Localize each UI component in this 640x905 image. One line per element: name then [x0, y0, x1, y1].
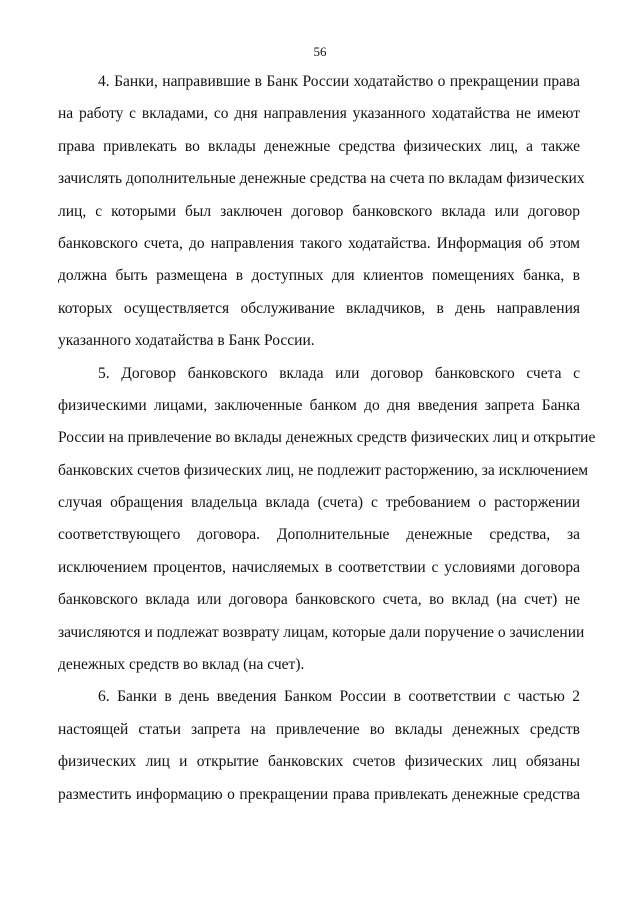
- text-line: разместить информацию о прекращении права привлекать денежные средства: [58, 785, 580, 803]
- text-line: должна быть размещена в доступных для клиентов помещениях банка, в: [58, 267, 580, 285]
- text-line: лиц, с которыми был заключен договор банковского вклада или договор: [58, 202, 580, 220]
- text-line: указанного ходатайства в Банк России.: [58, 332, 315, 350]
- document-body: [58, 66, 596, 811]
- text-line: банковского счета, до направления такого ходатайства. Информация об этом: [58, 234, 580, 252]
- text-line: банковского вклада или договора банковского счета, во вклад (на счет) не: [58, 591, 580, 609]
- text-line: России на привлечение во вклады денежных средств физических лиц и открытие: [58, 429, 596, 447]
- text-line: права привлекать во вклады денежные средства физических лиц, а также: [58, 137, 580, 155]
- text-line: которых осуществляется обслуживание вкладчиков, в день направления: [58, 299, 580, 317]
- text-line: соответствующего договора. Дополнительные денежные средства, за: [58, 526, 580, 544]
- text-line: денежных средств во вклад (на счет).: [58, 656, 305, 674]
- text-line: банковских счетов физических лиц, не подлежит расторжению, за исключением: [58, 461, 589, 479]
- page-number: 56: [313, 44, 327, 59]
- text-line: на работу с вкладами, со дня направления указанного ходатайства не имеют: [58, 105, 580, 123]
- paragraph-5: [58, 358, 596, 682]
- text-line: исключением процентов, начисляемых в соответствии с условиями договора: [58, 558, 580, 576]
- paragraph-4: [58, 66, 585, 358]
- text-line: физическими лицами, заключенные банком до дня введения запрета Банка: [58, 396, 580, 414]
- paragraph-6: [58, 681, 580, 811]
- text-line: случая обращения владельца вклада (счета) с требованием о расторжении: [58, 494, 580, 512]
- text-line: 5. Договор банковского вклада или договор банковского счета с: [98, 364, 580, 382]
- text-line: настоящей статьи запрета на привлечение во вклады денежных средств: [58, 720, 580, 738]
- text-line: физических лиц и открытие банковских счетов физических лиц обязаны: [58, 753, 580, 771]
- text-line: 6. Банки в день введения Банком России в соответствии с частью 2: [98, 688, 580, 706]
- text-line: зачислять дополнительные денежные средства на счета по вкладам физических: [58, 170, 585, 188]
- text-line: 4. Банки, направившие в Банк России ходатайство о прекращении права: [98, 73, 580, 90]
- text-line: зачисляются и подлежат возврату лицам, которые дали поручение о зачислении: [58, 623, 585, 641]
